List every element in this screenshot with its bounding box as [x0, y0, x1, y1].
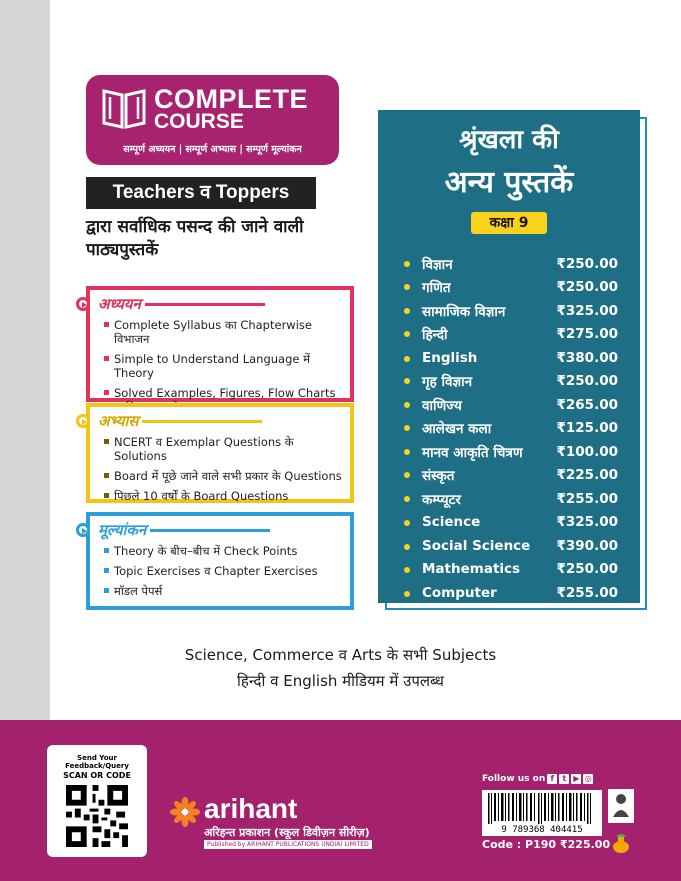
availability-line2: हिन्दी व English मीडियम में उपलब्ध: [237, 672, 444, 690]
feature-item: Topic Exercises व Chapter Exercises: [104, 564, 344, 578]
book-title: हिन्दी: [404, 325, 448, 343]
book-price-value: ₹225.00: [556, 467, 618, 484]
feature-box-practice: [86, 403, 354, 503]
publisher-line: Published by ARIHANT PUBLICATIONS (INDIA) LIMITED: [204, 840, 372, 849]
follow-label: Follow us on: [482, 774, 546, 784]
book-row: [404, 323, 618, 347]
book-price-value: ₹255.00: [556, 584, 618, 601]
book-price-value: ₹100.00: [556, 443, 618, 460]
class-badge: कक्षा 9: [471, 212, 547, 234]
brand-name: arihant: [204, 793, 298, 824]
book-price-value: ₹265.00: [556, 396, 618, 413]
feature-title: मूल्यांकन: [98, 521, 147, 539]
subtitle: द्वारा सर्वाधिक पसन्द की जाने वाली पाठ्यपुस्तकें: [86, 217, 304, 260]
book-title: मानव आकृति चित्रण: [404, 443, 523, 461]
book-row: [404, 464, 618, 488]
qr-code-icon[interactable]: [66, 785, 128, 847]
feedback-qr-card[interactable]: [47, 745, 147, 857]
feature-item: मॉडल पेपर्स: [104, 584, 344, 598]
feature-box-study: [86, 286, 354, 402]
book-price-value: ₹275.00: [556, 326, 618, 343]
facebook-icon[interactable]: f: [547, 774, 557, 784]
book-price-value: ₹325.00: [556, 302, 618, 319]
book-row: [404, 299, 618, 323]
feature-item: NCERT व Exemplar Questions के Solutions: [104, 435, 344, 463]
book-title: सामाजिक विज्ञान: [404, 302, 505, 320]
book-title: Mathematics: [404, 561, 520, 577]
feature-item: पिछले 10 वर्षों के Board Questions: [104, 489, 344, 503]
book-title: Social Science: [404, 538, 530, 554]
book-price-value: ₹250.00: [556, 255, 618, 272]
feature-item: Simple to Understand Language में Theory: [104, 352, 344, 380]
book-title: विज्ञान: [404, 255, 453, 273]
arihant-brand: [170, 795, 370, 855]
book-row: [404, 252, 618, 276]
left-margin-strip: [0, 0, 50, 720]
book-row: [404, 370, 618, 394]
feature-item: Solved Examples, Figures, Flow Charts: [104, 386, 344, 414]
youtube-icon[interactable]: ▶: [573, 774, 580, 783]
complete-course-logo: [86, 75, 339, 165]
follow-us: [482, 774, 593, 784]
book-price-value: ₹250.00: [556, 373, 618, 390]
book-row: [404, 581, 618, 605]
feature-header: [76, 410, 262, 432]
series-heading-line1: श्रृंखला की: [459, 125, 559, 155]
feature-item: Board में पूछे जाने वाले सभी प्रकार के Questions: [104, 469, 344, 483]
book-price-list: [404, 252, 618, 605]
book-title: संस्कृत: [404, 466, 454, 484]
twitter-icon[interactable]: t: [559, 774, 569, 784]
open-book-icon: [100, 87, 148, 129]
book-title: Computer: [404, 585, 497, 601]
book-code: Code : P190: [482, 838, 557, 851]
seal-icon: [608, 789, 634, 823]
series-heading-line2: अन्य पुस्तकें: [444, 165, 574, 200]
play-icon: [76, 297, 90, 311]
play-icon: [76, 414, 90, 428]
feature-item: Theory के बीच–बीच में Check Points: [104, 544, 344, 558]
qr-caption-line1: Send Your Feedback/Query: [65, 754, 129, 770]
book-title: English: [404, 350, 477, 366]
teachers-toppers-bar: Teachers व Toppers: [86, 177, 316, 209]
book-title: वाणिज्य: [404, 396, 462, 414]
book-row: [404, 276, 618, 300]
book-row: [404, 511, 618, 535]
feature-header: [76, 293, 265, 315]
feature-title: अध्ययन: [98, 295, 141, 313]
feature-title: अभ्यास: [98, 412, 139, 430]
series-panel: [378, 110, 640, 603]
book-row: [404, 487, 618, 511]
book-price-value: ₹380.00: [556, 349, 618, 366]
book-price-value: ₹390.00: [556, 537, 618, 554]
book-title: गणित: [404, 278, 451, 296]
qr-caption-line2: SCAN OR CODE: [63, 771, 131, 780]
feature-header: [76, 519, 270, 541]
book-price-value: ₹250.00: [556, 279, 618, 296]
barcode-icon: [482, 790, 602, 824]
book-price-value: ₹325.00: [556, 514, 618, 531]
arihant-flower-icon: [170, 797, 200, 827]
feature-list: [104, 544, 344, 604]
feature-list: [104, 435, 344, 509]
book-price: ₹225.00: [560, 838, 611, 851]
book-row: [404, 417, 618, 441]
feature-box-evaluation: [86, 512, 354, 610]
availability-line1: Science, Commerce व Arts के सभी Subjects: [184, 646, 497, 664]
book-row: [404, 393, 618, 417]
book-row: [404, 534, 618, 558]
book-title: कम्प्यूटर: [404, 490, 461, 508]
brand-hindi: अरिहन्त प्रकाशन (स्कूल डिवीज़न सीरीज़): [204, 826, 370, 839]
book-row: [404, 346, 618, 370]
book-price-value: ₹125.00: [556, 420, 618, 437]
isbn-barcode: [482, 790, 602, 836]
logo-title-line1: COMPLETE: [154, 84, 309, 114]
play-icon: [76, 523, 90, 537]
kalash-icon: [610, 832, 632, 854]
instagram-icon[interactable]: ◎: [584, 774, 592, 783]
logo-title-line2: COURSE: [154, 110, 244, 133]
logo-tagline: सम्पूर्ण अध्ययन | सम्पूर्ण अभ्यास | सम्पूर्ण मूल्यांकन: [123, 144, 302, 155]
feature-item: Complete Syllabus का Chapterwise विभाजन: [104, 318, 344, 346]
book-row: [404, 558, 618, 582]
book-row: [404, 440, 618, 464]
book-price-value: ₹250.00: [556, 561, 618, 578]
book-title: आलेखन कला: [404, 419, 491, 437]
book-price-value: ₹255.00: [556, 490, 618, 507]
book-title: Science: [404, 514, 480, 530]
barcode-number: 9 789368 404415: [501, 825, 583, 835]
book-title: गृह विज्ञान: [404, 372, 472, 390]
